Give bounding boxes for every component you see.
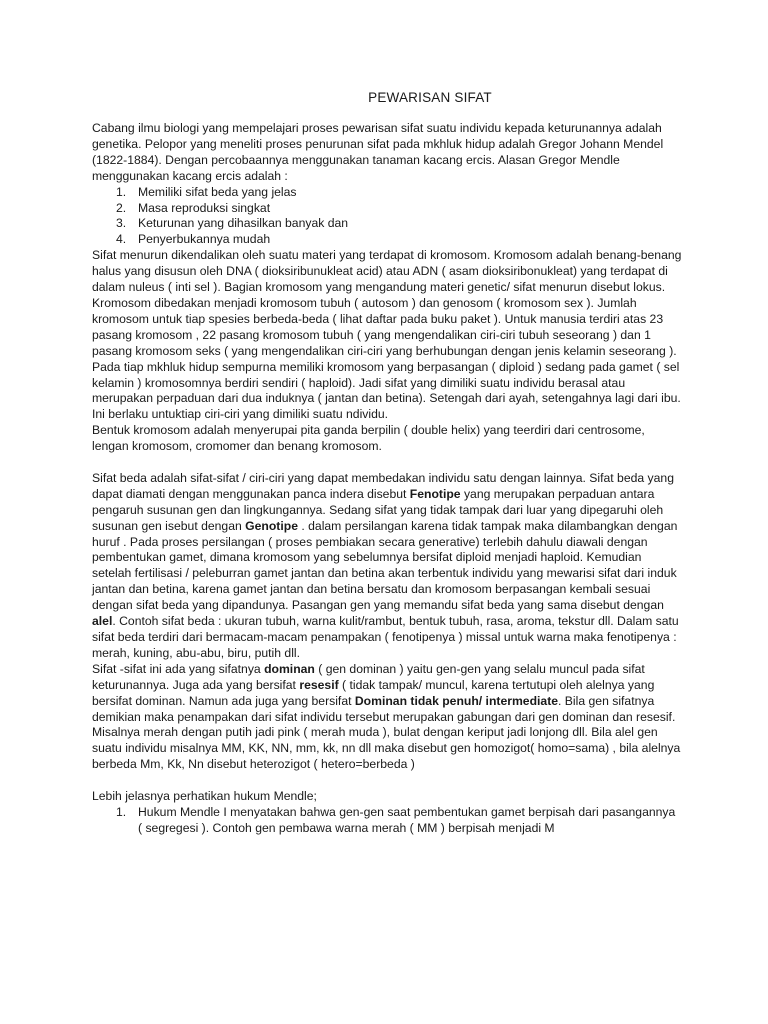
list-number: 4.: [116, 232, 127, 247]
list-number: 1.: [116, 184, 127, 199]
term-alel: alel: [92, 614, 113, 629]
list-text: Penyerbukannya mudah: [138, 232, 271, 247]
list-item: [92, 805, 682, 837]
term-genotipe: Genotipe: [245, 518, 298, 533]
text-run: Sifat -sifat ini ada yang sifatnya: [92, 661, 265, 676]
paragraph-gap: [92, 773, 682, 789]
list-text: Masa reproduksi singkat: [138, 200, 271, 215]
list-number: 2.: [116, 200, 127, 215]
text-run: . Contoh sifat beda : ukuran tubuh, warna kulit/rambut, bentuk tubuh, rasa, aroma, tekstur dll. Dalam satu sifat beda terdiri dari bermacam-macam penampakan ( fenotipenya ) missal untuk warna maka fenotipenya : merah, kuning, abu-abu, biru, putih dll.: [92, 614, 679, 660]
list-item: [92, 185, 682, 201]
paragraph-gap: [92, 455, 682, 471]
intro-paragraph: Cabang ilmu biologi yang mempelajari proses pewarisan sifat suatu individu kepada keturunannya adalah genetika. Pelopor yang meneliti proses penurunan sifat pada mkhluk hidup adalah Gregor Johann Mendel (1822-1884). Dengan percobaannya menggunakan tanaman kacang ercis. Alasan Gregor Mendle menggunakan kacang ercis adalah :: [92, 121, 664, 183]
hukum-list: [92, 805, 682, 837]
term-dominan-tidak-penuh: Dominan tidak penuh/ intermediate: [354, 693, 559, 708]
dominan-paragraph: [92, 662, 682, 773]
list-text: Hukum Mendle I menyatakan bahwa gen-gen saat pembentukan gamet berpisah dari pasangannya ( segregesi ). Contoh gen pembawa warna merah ( MM ) berpisah menjadi M: [138, 804, 676, 835]
list-number: 3.: [116, 216, 127, 231]
text-run: yang merupakan perpaduan antara pengaruh susunan gen dan lingkungannya. Sedang sifat yang tidak tampak dari luar yang dipegaruhi oleh susunan gen isebut dengan: [92, 486, 664, 533]
term-resesif: resesif: [299, 677, 339, 692]
text-run: . dalam persilangan karena tidak tampak maka dilambangkan dengan huruf . Pada proses persilangan ( proses pembiakan secara generative) terlebih dahulu diawali dengan pembentukan gamet, dimana kromosom yang sebelumnya bersifat diploid menjadi haploid. Kemudian setelah fertilisasi / peleburran gamet jantan dan betina akan terbentuk individu yang mewarisi sifat dari induk jantan dan betina, karena gamet jantan dan betina bersatu dan kromosom berpasangan kembali sesuai dengan sifat beda yang dipandunya. Pasangan gen yang memandu sifat beda yang sama disebut dengan: [92, 518, 678, 613]
hukum-intro: Lebih jelasnya perhatikan hukum Mendle;: [92, 789, 317, 804]
sifat-beda-paragraph: [92, 471, 682, 662]
document-title: PEWARISAN SIFAT: [368, 90, 492, 105]
reasons-list: [92, 185, 682, 249]
list-item: [92, 201, 682, 217]
text-run: . Bila gen sifatnya demikian maka penampakan dari sifat individu tersebut merupakan gabungan dari gen dominan dan resesif. Misalnya merah dengan putih jadi pink ( merah muda ), bulat dengan keriput jadi lonjong dll. Bila alel gen suatu individu misalnya MM, KK, NN, mm, kk, nn dll maka disebut gen homozigot( homo=sama) , bila alelnya berbeda Mm, Kk, Nn disebut heterozigot ( hetero=berbeda ): [92, 693, 681, 772]
list-text: Memiliki sifat beda yang jelas: [138, 184, 297, 199]
list-item: [92, 216, 682, 232]
text-run: ( tidak tampak/ muncul, karena tertutupi oleh alelnya yang bersifat dominan. Namun ada juga yang bersifat: [92, 677, 655, 708]
text-run: Sifat beda adalah sifat-sifat / ciri-ciri yang dapat membedakan individu satu dengan lainnya. Sifat beda yang dapat diamati dengan menggunakan panca indera disebut: [92, 470, 674, 501]
kromosom-paragraph: Sifat menurun dikendalikan oleh suatu materi yang terdapat di kromosom. Kromosom adalah benang-benang halus yang disusun oleh DNA ( dioksiribunukleat acid) atau ADN ( asam dioksiribonukleat) yang terdapat di dalam nuleus ( inti sel ). Bagian kromosom yang mengandung materi genetic/ sifat menurun disebut lokus. Kromosom dibedakan menjadi kromosom tubuh ( autosom ) dan genosom ( kromosom sex ). Jumlah kromosom untuk tiap spesies berbeda-beda ( lihat daftar pada buku paket ). Untuk manusia terdiri atas 23 pasang kromosom , 22 pasang kromosom tubuh ( yang mengendalikan ciri-ciri tubuh seseorang ) dan 1 pasang kromosom seks ( yang mengendalikan ciri-ciri yang berhubungan dengan jenis kelamin seseorang ). Pada tiap mkhluk hidup sempurna memiliki kromosom yang berpasangan ( diploid ) sedang pada gamet ( sel kelamin ) kromosomnya berdiri sendiri ( haploid). Jadi sifat yang dimiliki suatu individu berasal atau merupakan perpaduan dari dua induknya ( jantan dan betina). Setengah dari ayah, setengahnya lagi dari ibu. Ini berlaku untuktiap ciri-ciri yang dimiliki suatu ndividu.: [92, 248, 682, 422]
term-dominan: dominan: [264, 661, 315, 676]
list-number: 1.: [116, 804, 127, 819]
bentuk-kromosom-paragraph: Bentuk kromosom adalah menyerupai pita ganda berpilin ( double helix) yang teerdiri dari centrosome, lengan kromosom, cromomer dan benang kromosom.: [92, 423, 645, 454]
text-run: ( gen dominan ) yaitu gen-gen yang selalu muncul pada sifat keturunannya. Juga ada yang bersifat: [92, 661, 645, 692]
list-item: [92, 232, 682, 248]
list-text: Keturunan yang dihasilkan banyak dan: [138, 216, 349, 231]
term-fenotipe: Fenotipe: [409, 486, 461, 501]
document-body: [92, 121, 682, 837]
